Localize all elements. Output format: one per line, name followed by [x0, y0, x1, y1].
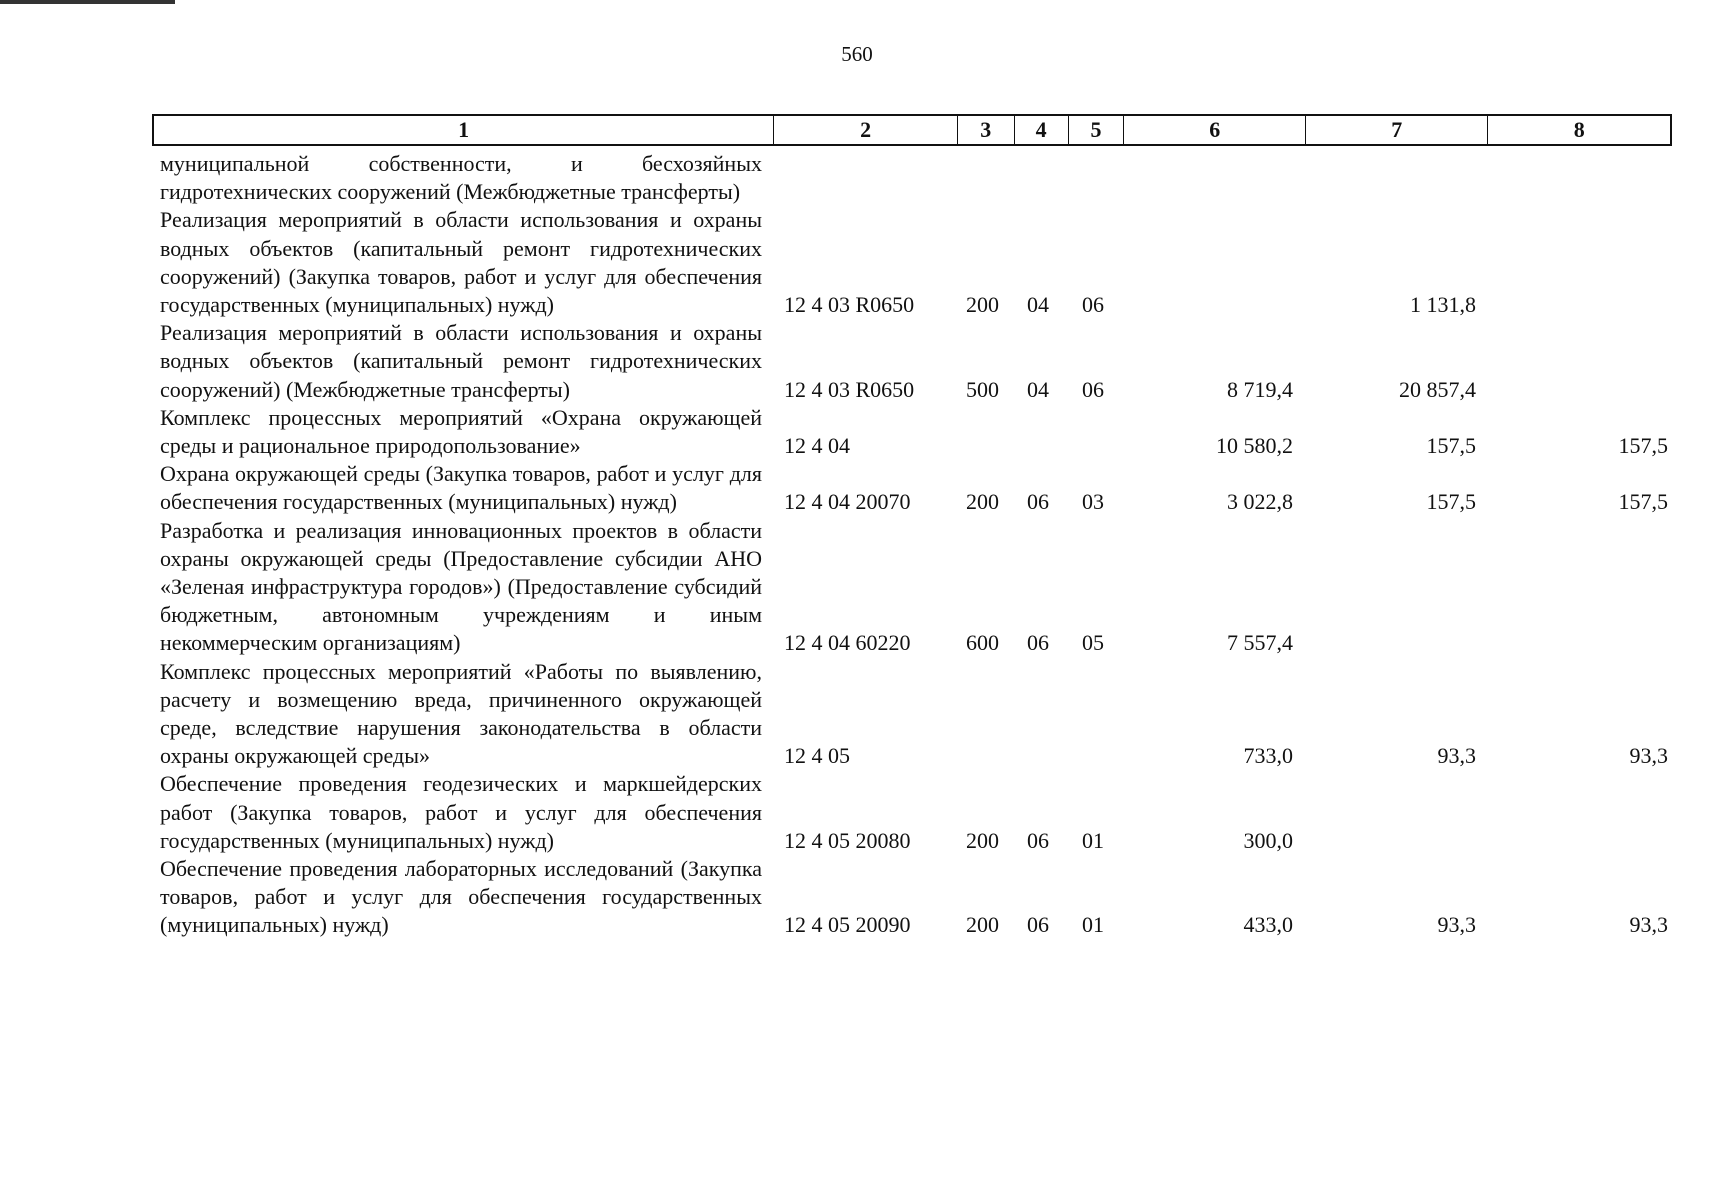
row-code: 12 4 03 R0650	[784, 376, 915, 402]
row-col-4: 04	[1027, 292, 1049, 318]
row-col-5: 06	[1082, 292, 1104, 318]
scan-edge-mark	[0, 0, 175, 4]
header-col-5: 5	[1069, 116, 1125, 144]
header-col-2: 2	[774, 116, 958, 144]
row-col-4: 04	[1027, 376, 1049, 402]
table-body	[160, 150, 1670, 940]
table-row	[160, 319, 1670, 404]
table-row	[160, 517, 1670, 658]
row-description: Комплекс процессных мероприятий «Работы по выявлению, расчету и возмещению вреда, причиненного окружающей среде, вследствие нарушения законодательства в области охраны окружающей среды»	[160, 658, 762, 769]
row-code: 12 4 05 20090	[784, 912, 911, 938]
row-col-4: 06	[1027, 912, 1049, 938]
row-col-6: 8 719,4	[1227, 376, 1293, 402]
header-col-3: 3	[958, 116, 1015, 144]
row-col-5: 03	[1082, 489, 1104, 515]
row-col-6: 733,0	[1243, 743, 1293, 769]
row-col-7: 157,5	[1426, 489, 1476, 515]
row-col-5: 01	[1082, 827, 1104, 853]
row-col-3: 200	[966, 489, 999, 515]
row-code: 12 4 04 60220	[784, 630, 911, 656]
table-row	[160, 855, 1670, 940]
row-col-8: 93,3	[1629, 912, 1668, 938]
row-col-8: 93,3	[1629, 743, 1668, 769]
table-row	[160, 460, 1670, 516]
table-header	[152, 114, 1672, 146]
row-col-3: 600	[966, 630, 999, 656]
row-col-7: 1 131,8	[1410, 292, 1476, 318]
row-description: Реализация мероприятий в области использования и охраны водных объектов (капитальный ремонт гидротехнических сооружений) (Закупка товаров, работ и услуг для обеспечения государственных (муниципальных) нужд)	[160, 207, 762, 318]
row-code: 12 4 05	[784, 743, 850, 769]
row-col-6: 10 580,2	[1216, 433, 1293, 459]
row-code: 12 4 03 R0650	[784, 292, 915, 318]
table-row	[160, 770, 1670, 855]
row-description: Реализация мероприятий в области использования и охраны водных объектов (капитальный ремонт гидротехнических сооружений) (Межбюджетные трансферты)	[160, 320, 762, 402]
row-col-3: 200	[966, 912, 999, 938]
row-col-5: 05	[1082, 630, 1104, 656]
page-number: 560	[841, 42, 873, 66]
row-code: 12 4 05 20080	[784, 827, 911, 853]
row-col-3: 500	[966, 376, 999, 402]
row-description: Комплекс процессных мероприятий «Охрана окружающей среды и рациональное природопользование»	[160, 404, 762, 459]
row-description: Обеспечение проведения геодезических и маркшейдерских работ (Закупка товаров, работ и услуг для обеспечения государственных (муниципальных) нужд)	[160, 771, 762, 853]
row-description: Разработка и реализация инновационных проектов в области охраны окружающей среды (Предоставление субсидии АНО «Зеленая инфраструктура городов») (Предоставление субсидий бюджетным, автономным учреждениям и иным некоммерческим организациям)	[160, 517, 762, 656]
row-col-6: 300,0	[1243, 827, 1293, 853]
row-col-8: 157,5	[1618, 433, 1668, 459]
row-col-6: 433,0	[1243, 912, 1293, 938]
header-col-4: 4	[1015, 116, 1069, 144]
row-code: 12 4 04 20070	[784, 489, 911, 515]
table-row	[160, 206, 1670, 319]
row-col-7: 93,3	[1437, 743, 1476, 769]
header-col-1: 1	[154, 116, 774, 144]
table-row	[160, 658, 1670, 771]
row-col-3: 200	[966, 827, 999, 853]
row-description: Охрана окружающей среды (Закупка товаров, работ и услуг для обеспечения государственных (муниципальных) нужд)	[160, 461, 762, 515]
row-col-8: 157,5	[1618, 489, 1668, 515]
header-col-6: 6	[1124, 116, 1306, 144]
table-row	[160, 150, 1670, 206]
row-col-6: 7 557,4	[1227, 630, 1293, 656]
row-col-6: 3 022,8	[1227, 489, 1293, 515]
row-col-5: 06	[1082, 376, 1104, 402]
row-col-7: 20 857,4	[1399, 376, 1476, 402]
row-col-7: 93,3	[1437, 912, 1476, 938]
row-code: 12 4 04	[784, 433, 850, 459]
row-col-4: 06	[1027, 827, 1049, 853]
row-description: муниципальной собственности, и бесхозяйных гидротехнических сооружений (Межбюджетные трансферты)	[160, 151, 762, 205]
row-col-4: 06	[1027, 630, 1049, 656]
table-row	[160, 404, 1670, 460]
header-col-7: 7	[1306, 116, 1489, 144]
row-col-3: 200	[966, 292, 999, 318]
row-col-4: 06	[1027, 489, 1049, 515]
header-col-8: 8	[1573, 117, 1585, 142]
row-col-7: 157,5	[1426, 433, 1476, 459]
row-col-5: 01	[1082, 912, 1104, 938]
row-description: Обеспечение проведения лабораторных исследований (Закупка товаров, работ и услуг для обеспечения государственных (муниципальных) нужд)	[160, 856, 762, 938]
